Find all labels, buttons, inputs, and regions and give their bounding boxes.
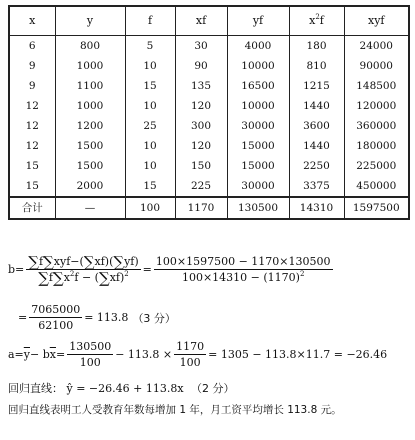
table-cell: 1440 <box>289 96 344 116</box>
b-substituted-numerator: 100×1597500 − 1170×130500 <box>155 255 331 268</box>
table-row <box>9 156 409 176</box>
table-cell: 30000 <box>227 176 289 197</box>
a-numerator-1: 130500 <box>69 340 112 353</box>
table-cell: 9 <box>9 56 55 76</box>
total-cell: 1170 <box>175 197 227 219</box>
header-x: x <box>9 6 55 36</box>
total-cell: 1597500 <box>344 197 409 219</box>
b-den-f: f <box>48 271 53 284</box>
table-cell: 1000 <box>55 96 125 116</box>
sigma-icon: ∑ <box>28 253 39 271</box>
table-row <box>9 176 409 197</box>
b2-denominator: 62100 <box>38 319 74 332</box>
table-body <box>9 36 409 198</box>
header-xyf: xyf <box>344 6 409 36</box>
header-x2f-sup: 2 <box>315 13 320 21</box>
regression-yhat: ŷ <box>66 382 73 395</box>
table-cell: 120 <box>175 96 227 116</box>
b2-lhs: = <box>18 311 28 324</box>
a-denominator-1: 100 <box>79 356 101 369</box>
data-table <box>8 5 410 220</box>
regression-line <box>8 380 235 396</box>
table-cell: 2250 <box>289 156 344 176</box>
b-num-minus: −( <box>70 255 84 268</box>
table-cell: 225 <box>175 176 227 197</box>
table-cell: 800 <box>55 36 125 57</box>
a-fraction-1 <box>67 340 113 369</box>
b-lhs: b= <box>8 263 25 276</box>
table-cell: 360000 <box>344 116 409 136</box>
table-cell: 12 <box>9 96 55 116</box>
table-cell: 810 <box>289 56 344 76</box>
table-cell: 2000 <box>55 176 125 197</box>
table-cell: 15000 <box>227 156 289 176</box>
table-cell: 148500 <box>344 76 409 96</box>
regression-equation: = −26.46 + 113.8x <box>76 382 184 395</box>
a-numerator-2: 1170 <box>176 340 205 353</box>
b-den-sup: 2 <box>69 270 75 278</box>
a-denominator-2: 100 <box>179 356 201 369</box>
sigma-icon: ∑ <box>83 253 95 271</box>
table-cell: 15000 <box>227 136 289 156</box>
b-den-x: x <box>63 271 70 284</box>
sigma-icon: ∑ <box>43 253 54 271</box>
b-num-xyf: xyf <box>53 255 71 268</box>
b2-score-note: （3 分） <box>132 311 176 325</box>
regression-score-note: （2 分） <box>191 382 235 395</box>
table-cell: 180 <box>289 36 344 57</box>
table-cell: 24000 <box>344 36 409 57</box>
table-cell: 135 <box>175 76 227 96</box>
table-cell: 90000 <box>344 56 409 76</box>
total-label: 合计 <box>9 197 55 219</box>
table-cell: 1000 <box>55 56 125 76</box>
b-num-xf: xf)( <box>94 255 114 268</box>
a-formula <box>8 340 387 369</box>
a-xbar: $\overline{x}$ <box>49 348 56 361</box>
table-cell: 5 <box>125 36 175 57</box>
header-x2f-x: x <box>309 14 316 27</box>
b-formula <box>8 253 335 287</box>
table-cell: 15 <box>9 156 55 176</box>
sigma-icon: ∑ <box>38 269 49 287</box>
b-sub-den-base: 100×14310 − (1170) <box>181 271 300 284</box>
table-cell: 9 <box>9 76 55 96</box>
total-cell: 14310 <box>289 197 344 219</box>
table-row <box>9 136 409 156</box>
header-x2f <box>289 6 344 36</box>
table-cell: 1215 <box>289 76 344 96</box>
header-xf: xf <box>175 6 227 36</box>
sigma-icon: ∑ <box>52 269 64 287</box>
header-f: f <box>125 6 175 36</box>
b-num-f: f <box>38 255 44 268</box>
table-row <box>9 116 409 136</box>
b-sub-den-sup: 2 <box>299 270 305 278</box>
header-yf: yf <box>227 6 289 36</box>
table-cell: 1100 <box>55 76 125 96</box>
sigma-icon: ∑ <box>98 269 110 287</box>
b-num-yf: yf) <box>124 255 139 268</box>
table-cell: 10 <box>125 136 175 156</box>
table-cell: 3375 <box>289 176 344 197</box>
conclusion-text: 回归直线表明工人受教育年数每增加 1 年，月工资平均增长 113.8 元。 <box>8 404 342 416</box>
table-cell: 10 <box>125 96 175 116</box>
table-cell: 10 <box>125 56 175 76</box>
total-cell: 100 <box>125 197 175 219</box>
table-cell: 120000 <box>344 96 409 116</box>
table-cell: 15 <box>9 176 55 197</box>
table-cell: 30 <box>175 36 227 57</box>
table-cell: 10000 <box>227 96 289 116</box>
b-den-xf: xf) <box>109 271 125 284</box>
a-equals: = <box>55 348 66 361</box>
b-equals: = <box>142 263 152 276</box>
b-substituted-denominator <box>180 270 306 284</box>
table-cell: 90 <box>175 56 227 76</box>
table-cell: 25 <box>125 116 175 136</box>
b-den-sup2: 2 <box>124 270 129 278</box>
total-cell: — <box>55 197 125 219</box>
b-result-line <box>18 303 176 332</box>
table-cell: 10000 <box>227 56 289 76</box>
a-ybar: $\overline{y}$ <box>23 348 30 361</box>
total-cell: 130500 <box>227 197 289 219</box>
table-cell: 12 <box>9 116 55 136</box>
b-general-numerator <box>26 255 140 270</box>
header-x2f-f: f <box>319 14 324 27</box>
b2-fraction <box>29 303 82 332</box>
table-cell: 1500 <box>55 156 125 176</box>
regression-label: 回归直线： <box>8 382 63 395</box>
b-general-denominator <box>36 269 131 287</box>
table-cell: 180000 <box>344 136 409 156</box>
a-fraction-2 <box>174 340 206 369</box>
header-row <box>9 6 409 36</box>
table-row <box>9 56 409 76</box>
b2-numerator: 7065000 <box>31 303 81 316</box>
b2-result: = 113.8 <box>84 311 129 324</box>
table-cell: 10 <box>125 156 175 176</box>
table-cell: 120 <box>175 136 227 156</box>
table-cell: 1440 <box>289 136 344 156</box>
b-substituted-fraction <box>154 255 333 284</box>
table-cell: 30000 <box>227 116 289 136</box>
a-tail: = 1305 − 113.8×11.7 = −26.46 <box>208 348 388 361</box>
table-cell: 450000 <box>344 176 409 197</box>
table-cell: 1200 <box>55 116 125 136</box>
table-cell: 300 <box>175 116 227 136</box>
table-cell: 15 <box>125 176 175 197</box>
b-general-fraction <box>26 253 140 287</box>
total-row <box>9 197 409 219</box>
table-cell: 225000 <box>344 156 409 176</box>
table-cell: 12 <box>9 136 55 156</box>
b-den-f-minus: f − ( <box>74 271 99 284</box>
header-y: y <box>55 6 125 36</box>
table-row <box>9 76 409 96</box>
a-middle: − 113.8 × <box>115 348 173 361</box>
table-cell: 4000 <box>227 36 289 57</box>
table-cell: 150 <box>175 156 227 176</box>
table-cell: 1500 <box>55 136 125 156</box>
table-row <box>9 96 409 116</box>
table-cell: 3600 <box>289 116 344 136</box>
sigma-icon: ∑ <box>113 253 125 271</box>
table-cell: 16500 <box>227 76 289 96</box>
table-cell: 15 <box>125 76 175 96</box>
table-cell: 6 <box>9 36 55 57</box>
a-minus-b: − b <box>30 348 50 361</box>
table-row <box>9 36 409 57</box>
a-lhs: a= <box>8 348 24 361</box>
